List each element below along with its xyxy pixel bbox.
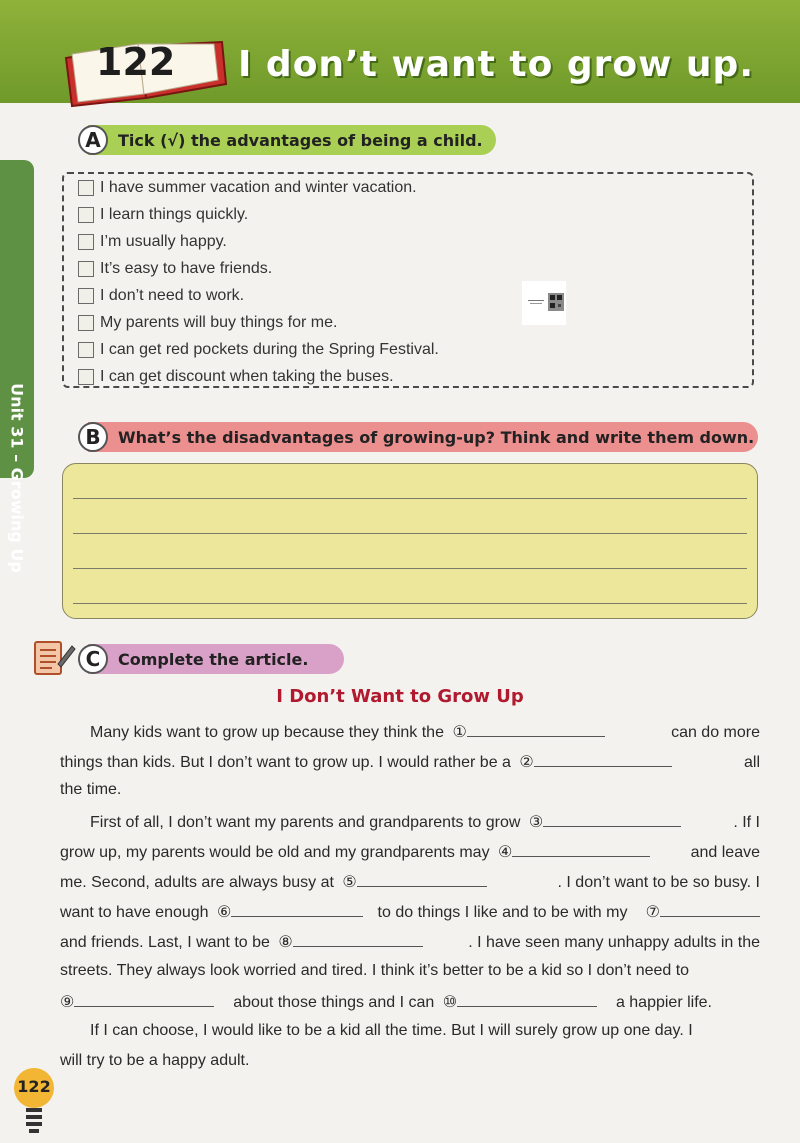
tick-item[interactable] (78, 258, 272, 280)
article-text: to do things I like and to be with my (377, 904, 628, 921)
answer-blank[interactable] (534, 752, 672, 767)
checkbox[interactable] (78, 234, 94, 250)
section-a-badge: A (78, 125, 108, 155)
tick-item-label: I learn things quickly. (100, 206, 249, 223)
section-a-instruction: Tick (√) the advantages of being a child. (118, 131, 483, 150)
article-title: I Don’t Want to Grow Up (276, 686, 524, 707)
article-line (60, 781, 760, 799)
answer-blank[interactable] (660, 902, 760, 917)
article-text: . If I (733, 814, 760, 831)
tick-item[interactable] (78, 312, 337, 334)
section-c-badge: C (78, 644, 108, 674)
article-line (60, 962, 760, 980)
article-line (60, 722, 760, 742)
tick-item-label: My parents will buy things for me. (100, 314, 338, 331)
article-line (60, 812, 760, 832)
tick-item[interactable] (78, 231, 227, 253)
tick-item-label: I have summer vacation and winter vacation. (100, 179, 417, 196)
tick-item[interactable] (78, 366, 394, 388)
article-text: things than kids. But I don’t want to grow up. I would rather be a (60, 754, 511, 771)
blank-number: ⑨ (60, 994, 75, 1011)
article-text: will try to be a happy adult. (60, 1052, 250, 1069)
answer-blank[interactable] (74, 992, 214, 1007)
checkbox[interactable] (78, 261, 94, 277)
tick-item[interactable] (78, 204, 248, 226)
answer-blank[interactable] (357, 872, 487, 887)
checkbox[interactable] (78, 288, 94, 304)
checkbox[interactable] (78, 342, 94, 358)
article-line (60, 932, 760, 952)
blank-number: ① (452, 724, 467, 741)
answer-blank[interactable] (512, 842, 650, 857)
article-text: grow up, my parents would be old and my grandparents may (60, 844, 490, 861)
answer-blank[interactable] (467, 722, 605, 737)
unit-number: 122 (96, 40, 176, 84)
tick-item-label: I can get red pockets during the Spring Festival. (100, 341, 439, 358)
blank-number: ④ (498, 844, 513, 861)
article-text: and friends. Last, I want to be (60, 934, 270, 951)
article-text: streets. They always look worried and tired. I think it’s better to be a kid so I don’t need to (60, 962, 690, 979)
article-line (60, 902, 760, 922)
blank-number: ⑧ (278, 934, 293, 951)
article-line (60, 872, 760, 892)
section-b-instruction: What’s the disadvantages of growing-up? Think and write them down. (118, 428, 755, 447)
notebook-pen-icon (32, 638, 76, 676)
checkbox[interactable] (78, 180, 94, 196)
article-text: Many kids want to grow up because they think the (90, 724, 444, 741)
tick-item-label: It’s easy to have friends. (100, 260, 273, 277)
writing-line[interactable] (73, 568, 747, 569)
article-text: the time. (60, 781, 122, 798)
checkbox[interactable] (78, 369, 94, 385)
writing-line[interactable] (73, 603, 747, 604)
writing-line[interactable] (73, 498, 747, 499)
blank-number: ③ (528, 814, 544, 831)
page-title: I don’t want to grow up. (238, 44, 754, 85)
checkbox[interactable] (78, 315, 94, 331)
article-text: First of all, I don’t want my parents and grandparents to grow (90, 814, 521, 831)
article-text: . I don’t want to be so busy. I (557, 874, 760, 891)
article-text: can do more (671, 724, 760, 741)
article-line (60, 842, 760, 862)
blank-number: ⑩ (442, 994, 458, 1011)
qr-code-icon (522, 281, 566, 325)
article-line (60, 752, 760, 772)
answer-blank[interactable] (293, 932, 423, 947)
tick-item-label: I’m usually happy. (100, 233, 227, 250)
tick-item[interactable] (78, 285, 244, 307)
article-text: a happier life. (615, 994, 712, 1011)
answer-blank[interactable] (543, 812, 681, 827)
bulb-base (24, 1108, 44, 1138)
blank-number: ⑦ (645, 904, 660, 921)
tick-item-label: I can get discount when taking the buses. (100, 368, 394, 385)
blank-number: ⑤ (342, 874, 357, 891)
section-b-badge: B (78, 422, 108, 452)
writing-line[interactable] (73, 533, 747, 534)
article-text: want to have enough (60, 904, 209, 921)
article-text: . I have seen many unhappy adults in the (468, 934, 760, 951)
blank-number: ⑥ (217, 904, 232, 921)
side-tab-label: Unit 31 – Growing Up (7, 383, 27, 573)
article-line (60, 992, 760, 1012)
article-text: If I can choose, I would like to be a kid all the time. But I will surely grow up one day. I (90, 1022, 693, 1039)
article-text: about those things and I can (233, 994, 435, 1011)
article-line (60, 1022, 760, 1040)
blank-number: ② (519, 754, 534, 771)
page-number: 122 (17, 1077, 51, 1096)
section-c-instruction: Complete the article. (118, 650, 309, 669)
checkbox[interactable] (78, 207, 94, 223)
side-tab (0, 160, 34, 573)
article-text: all (743, 754, 760, 771)
article-line (60, 1052, 760, 1070)
tick-item[interactable] (78, 177, 417, 199)
article-text: me. Second, adults are always busy at (60, 874, 334, 891)
writing-area[interactable] (62, 463, 758, 619)
tick-item[interactable] (78, 339, 439, 361)
tick-item-label: I don’t need to work. (100, 287, 245, 304)
article-text: and leave (690, 844, 760, 861)
answer-blank[interactable] (457, 992, 597, 1007)
answer-blank[interactable] (231, 902, 363, 917)
